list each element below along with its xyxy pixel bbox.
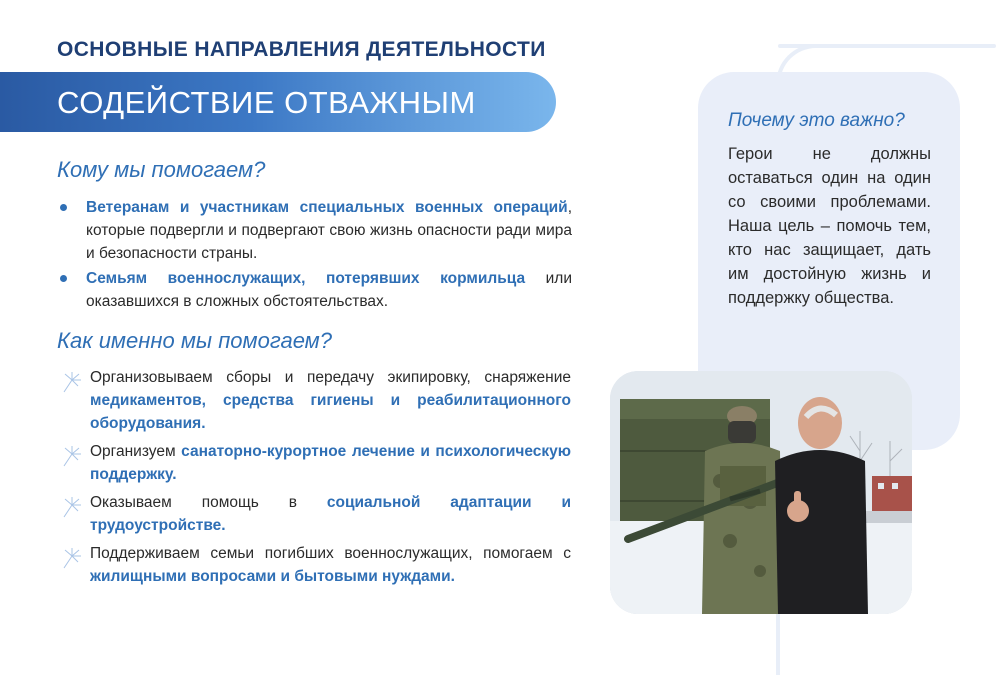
- item-bold: медикаментов, средства гигиены и реабилитационного оборудования.: [90, 392, 571, 432]
- photo: [610, 371, 912, 614]
- list-item: [58, 267, 572, 313]
- dandelion-seed-icon: [58, 546, 84, 572]
- list-item: [58, 440, 571, 486]
- how-heading: Как именно мы помогаем?: [57, 328, 332, 353]
- item-bold: жилищными вопросами и бытовыми нуждами.: [90, 568, 455, 585]
- banner-title: СОДЕЙСТВИЕ ОТВАЖНЫМ: [57, 85, 476, 120]
- list-item: [58, 542, 571, 588]
- item-text: Организовываем сборы и передачу экипировку, снаряжение: [90, 369, 571, 386]
- list-item: [58, 196, 572, 265]
- list-item: [58, 366, 571, 435]
- item-text: или оказавшихся в сложных обстоятельствах.: [86, 270, 572, 310]
- dandelion-seed-icon: [58, 370, 84, 396]
- section-title: ОСНОВНЫЕ НАПРАВЛЕНИЯ ДЕЯТЕЛЬНОСТИ: [57, 38, 546, 61]
- photo-illustration: [610, 371, 912, 614]
- list-item: [58, 491, 571, 537]
- who-heading: Кому мы помогаем?: [57, 157, 266, 182]
- item-bold: санаторно-курортное лечение и психологическую поддержку.: [90, 443, 572, 483]
- title-banner: [0, 72, 556, 132]
- card-title: Почему это важно?: [728, 110, 905, 131]
- bullet-dot: [60, 204, 67, 211]
- dandelion-seed-icon: [58, 495, 84, 521]
- how-list: [58, 366, 571, 593]
- who-list: [58, 196, 572, 315]
- item-bold: Семьям военнослужащих, потерявших кормильца: [86, 270, 526, 287]
- item-bold: Ветеранам и участникам специальных военных операций: [86, 199, 568, 216]
- item-text: , которые подвергли и подвергают свою жизнь опасности ради мира и безопасности страны.: [86, 199, 572, 262]
- item-text: Организуем: [90, 443, 182, 460]
- bullet-dot: [60, 275, 67, 282]
- item-text: Поддерживаем семьи погибших военнослужащих, помогаем с: [90, 545, 571, 562]
- item-bold: социальной адаптации и трудоустройстве.: [90, 494, 571, 534]
- card-text: Герои не должны оставаться один на один со своими проблемами. Наша цель – помочь тем, кто нас защищает, дать им достойную жизнь и поддержку общества.: [728, 145, 931, 307]
- item-text: Оказываем помощь в: [90, 494, 327, 511]
- dandelion-seed-icon: [58, 444, 84, 470]
